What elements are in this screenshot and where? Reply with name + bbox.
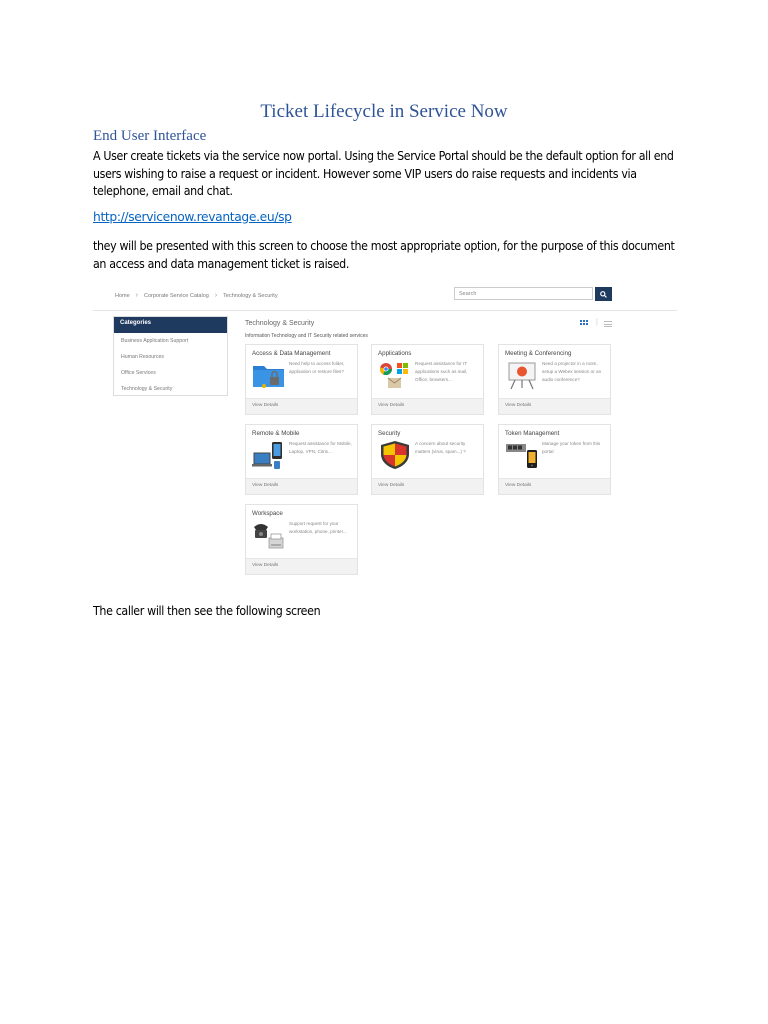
catalog-subtitle: Information Technology and IT Security related services — [245, 333, 368, 339]
section-heading: End User Interface — [93, 128, 207, 144]
view-details-link[interactable] — [246, 558, 357, 574]
view-details-label: View Details — [252, 563, 279, 568]
view-details-link[interactable] — [246, 398, 357, 414]
card-title: Token Management — [505, 430, 560, 437]
search-button[interactable] — [595, 287, 612, 301]
view-details-label: View Details — [252, 483, 279, 488]
search-input[interactable]: Search — [454, 287, 593, 300]
list-view-icon[interactable] — [604, 321, 612, 329]
breadcrumb-catalog[interactable]: Corporate Service Catalog — [144, 292, 209, 299]
phone-printer-icon — [252, 520, 286, 550]
breadcrumb-current[interactable]: Technology & Security — [223, 292, 278, 299]
catalog-card-security[interactable] — [371, 424, 484, 495]
view-details-label: View Details — [378, 483, 405, 488]
catalog-title: Technology & Security — [245, 320, 315, 327]
grid-view-icon[interactable] — [580, 320, 588, 325]
card-description: Manage your token from this portal — [542, 441, 601, 454]
view-details-label: View Details — [252, 403, 279, 408]
applications-icon — [378, 360, 412, 390]
view-details-link[interactable] — [246, 478, 357, 494]
categories-header: Categories — [114, 317, 227, 333]
catalog-card-token[interactable] — [498, 424, 611, 495]
card-description: A concern about security matters (virus, spam...) ? — [415, 441, 466, 454]
catalog-card-workspace[interactable] — [245, 504, 358, 575]
closing-paragraph: The caller will then see the following screen — [93, 604, 321, 618]
categories-panel — [113, 316, 228, 396]
category-item[interactable]: Office Services — [121, 370, 156, 376]
view-details-link[interactable] — [372, 398, 483, 414]
portal-link[interactable]: http://servicenow.revantage.eu/sp — [93, 210, 292, 224]
card-description: Need help to access folder, application or restore files? — [289, 361, 345, 374]
projector-icon — [505, 360, 539, 390]
view-details-link[interactable] — [372, 478, 483, 494]
folder-lock-icon — [252, 360, 286, 390]
search-icon — [600, 291, 607, 298]
card-title: Security — [378, 430, 401, 437]
category-item[interactable]: Human Resources — [121, 354, 164, 360]
view-divider: | — [596, 319, 598, 326]
catalog-card-access-data[interactable] — [245, 344, 358, 415]
token-icon — [505, 440, 539, 470]
card-description: Request assistance for IT applications such as mail, Office, browsers... — [415, 361, 468, 382]
view-details-label: View Details — [505, 403, 532, 408]
view-details-label: View Details — [378, 403, 405, 408]
category-item[interactable]: Technology & Security — [121, 386, 173, 392]
document-title: Ticket Lifecycle in Service Now — [260, 101, 508, 122]
card-title: Access & Data Management — [252, 350, 331, 357]
portal-screenshot — [93, 281, 677, 581]
view-details-link[interactable] — [499, 398, 610, 414]
card-description: Need a projector in a room, setup a Webex session or an audio conference? — [542, 361, 602, 382]
devices-icon — [252, 440, 286, 470]
shield-icon — [378, 440, 412, 470]
catalog-card-meeting[interactable] — [498, 344, 611, 415]
catalog-card-applications[interactable] — [371, 344, 484, 415]
card-title: Workspace — [252, 510, 283, 517]
chevron-right-icon: › — [214, 292, 218, 299]
card-description: Request assistance for Mobile, Laptop, VPN, Citrix... — [289, 441, 352, 454]
header-divider — [93, 310, 677, 311]
breadcrumb — [115, 292, 278, 299]
card-title: Remote & Mobile — [252, 430, 300, 437]
intro-paragraph: A User create tickets via the service now portal. Using the Service Portal should be the default option for all end users wishing to raise a request or incident. However some VIP users do raise requests and incidents via telephone, email and chat. — [93, 149, 674, 198]
view-details-label: View Details — [505, 483, 532, 488]
view-details-link[interactable] — [499, 478, 610, 494]
category-item[interactable]: Business Application Support — [121, 338, 189, 344]
card-title: Applications — [378, 350, 412, 357]
instruction-paragraph: they will be presented with this screen to choose the most appropriate option, for the purpose of this document an access and data management ticket is raised. — [93, 239, 675, 271]
card-description: Support request for your workstation, phone, printer... — [289, 521, 347, 534]
breadcrumb-home[interactable]: Home — [115, 292, 130, 299]
catalog-card-remote-mobile[interactable] — [245, 424, 358, 495]
card-title: Meeting & Conferencing — [505, 350, 572, 357]
chevron-right-icon: › — [135, 292, 139, 299]
